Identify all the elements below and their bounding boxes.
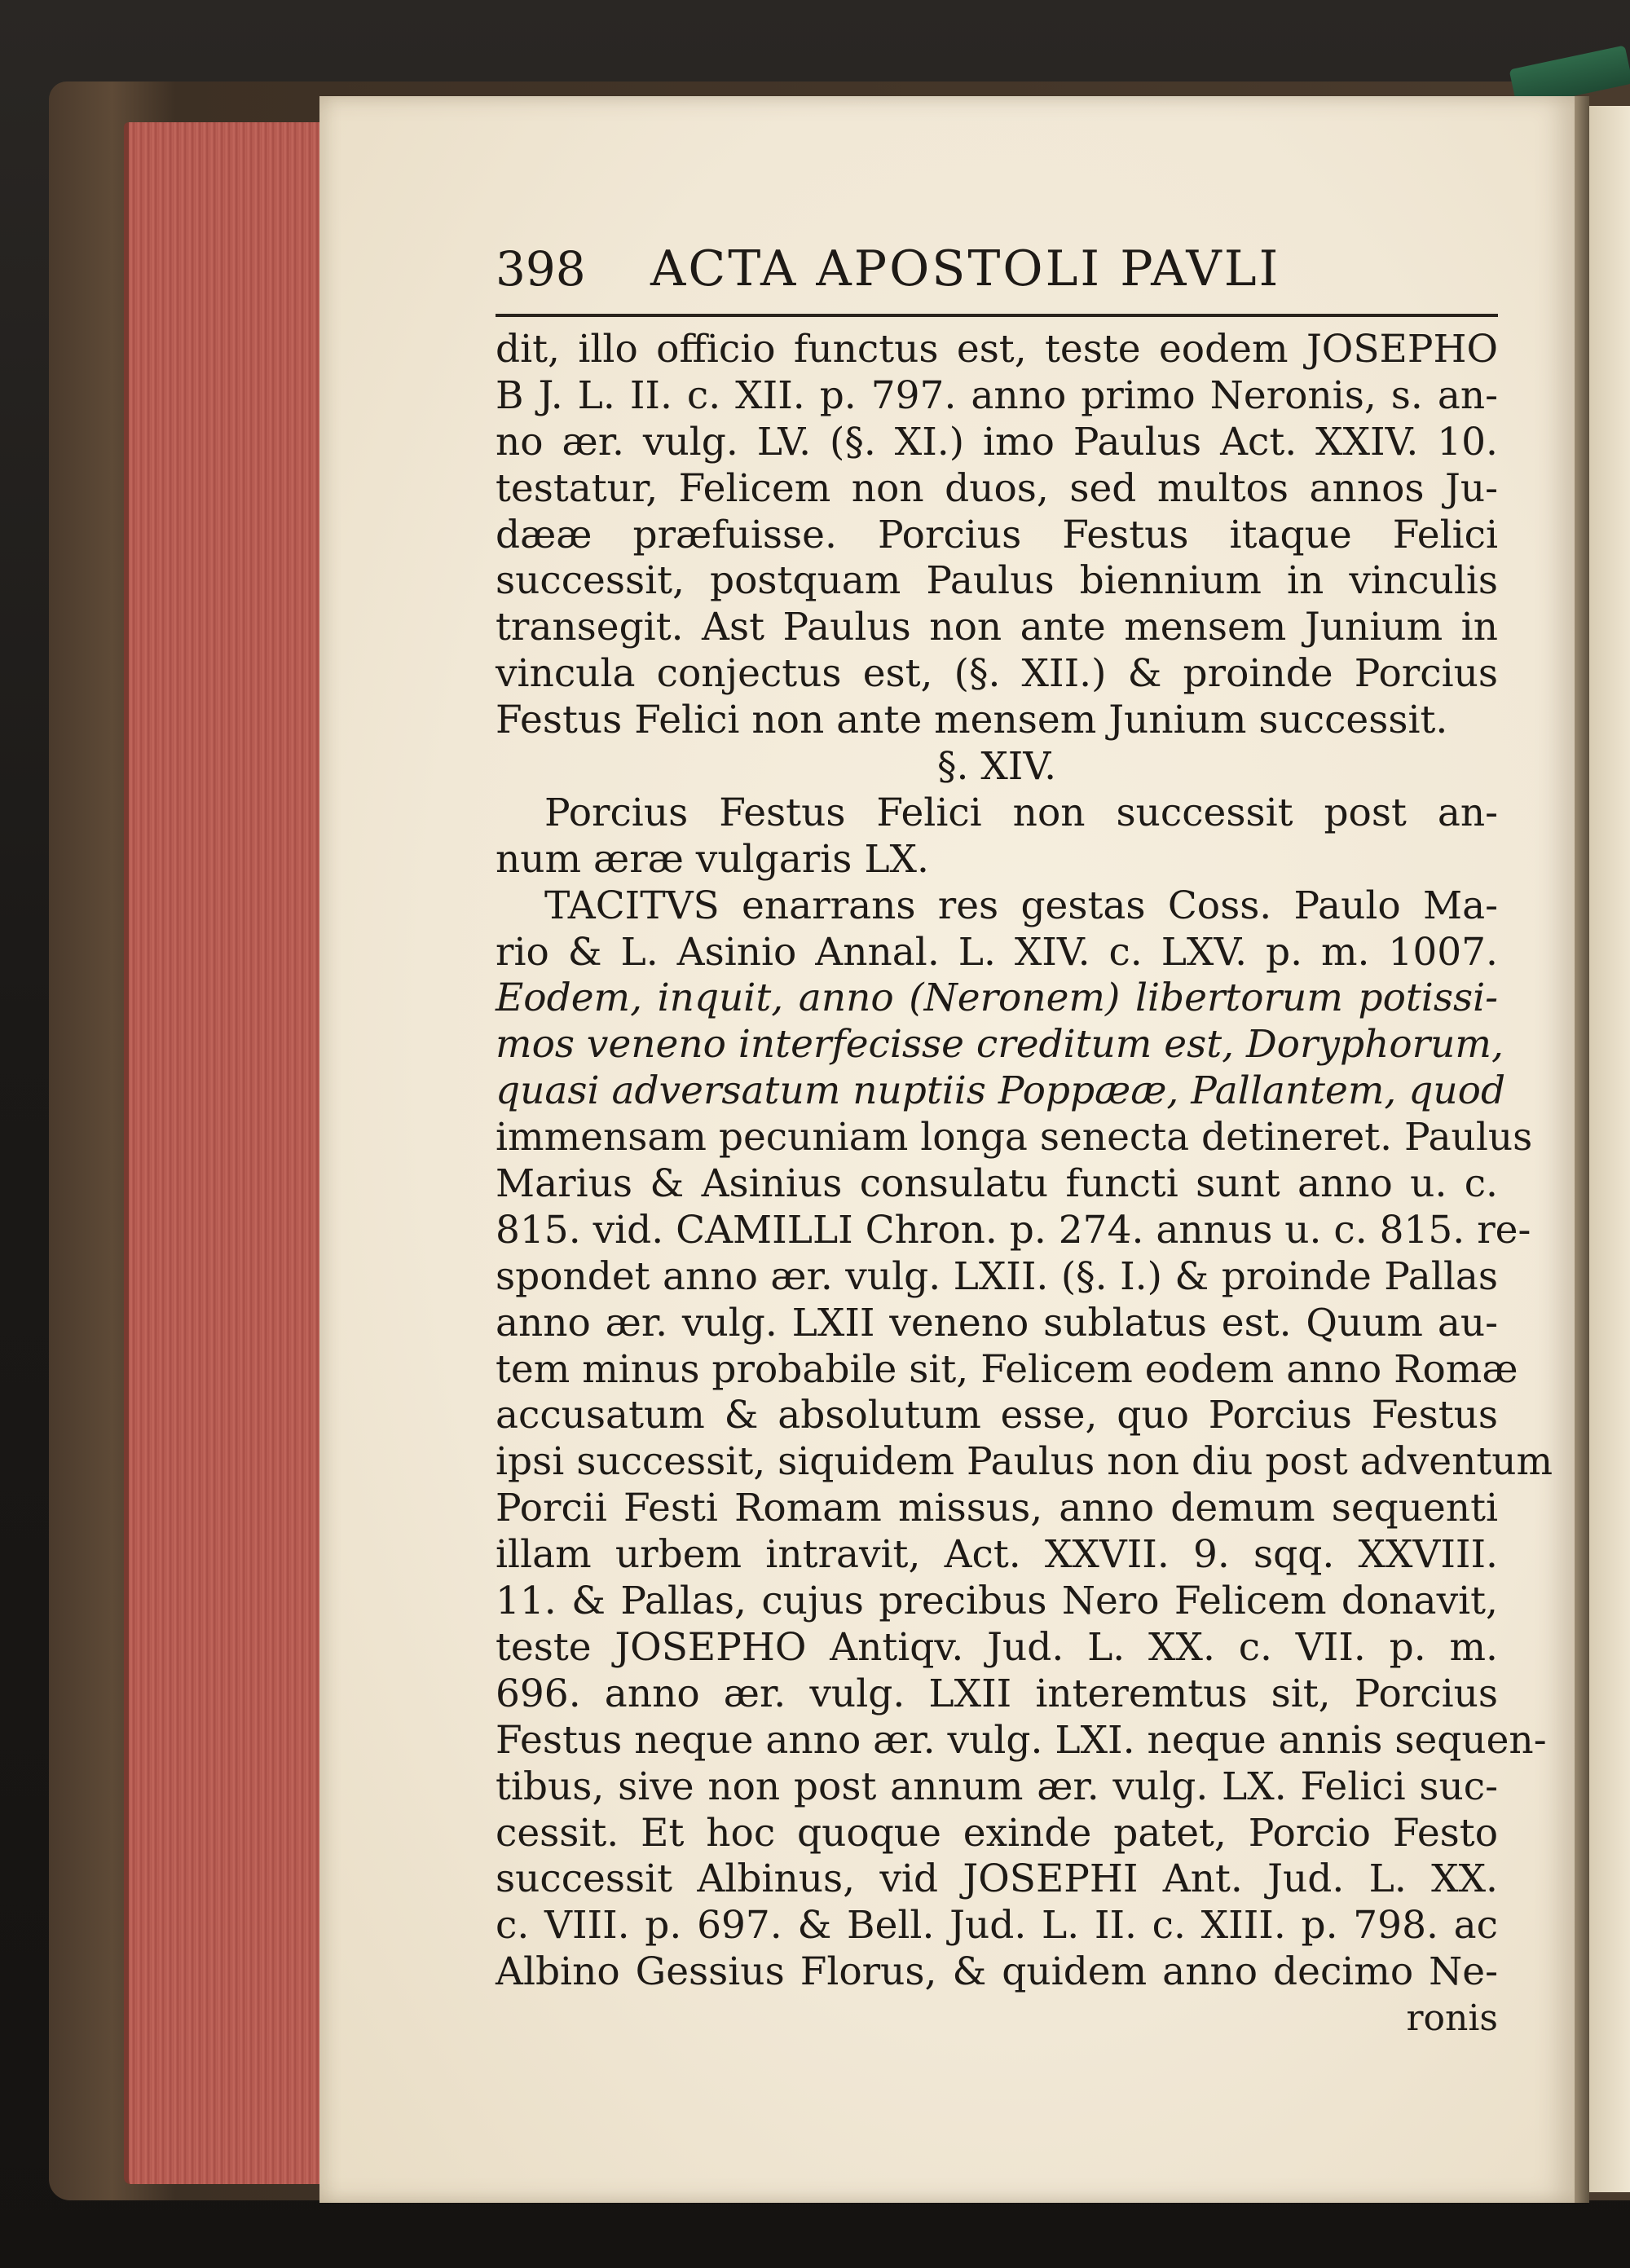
- text-line: teste JOSEPHO Antiqv. Jud. L. XX. c. VII. p. m.: [496, 1624, 1498, 1670]
- text-line: illam urbem intravit, Act. XXVII. 9. sqq. XXVIII.: [496, 1532, 1498, 1578]
- text-line: ipsi successit, siquidem Paulus non diu post adventum: [496, 1439, 1553, 1485]
- text-line: TACITVS enarrans res gestas Coss. Paulo Ma-: [544, 883, 1498, 928]
- section-summary-line: Porcius Festus Felici non successit post an-: [544, 790, 1498, 835]
- text-line: spondet anno ær. vulg. LXII. (§. I.) & proinde Pallas: [496, 1253, 1498, 1299]
- text-line: successit Albinus, vid JOSEPHI Ant. Jud. L. XX.: [496, 1856, 1498, 1902]
- text-line: dææ præfuisse. Porcius Festus itaque Felici: [496, 512, 1498, 557]
- text-line: rio & L. Asinio Annal. L. XIV. c. LXV. p. m. 1007.: [496, 929, 1498, 975]
- text-line: B J. L. II. c. XII. p. 797. anno primo Neronis, s. an-: [496, 372, 1498, 418]
- page-gutter: [1575, 96, 1589, 2203]
- quote-line: quasi adversatum nuptiis Poppææ, Pallantem, quod: [496, 1068, 1506, 1114]
- text-line: vincula conjectus est, (§. XII.) & proinde Porcius: [496, 651, 1498, 697]
- text-line: transegit. Ast Paulus non ante mensem Junium in: [496, 605, 1498, 650]
- text-line: 696. anno ær. vulg. LXII interemtus sit, Porcius: [496, 1671, 1498, 1716]
- text-line: immensam pecuniam longa senecta detineret. Paulus: [496, 1115, 1533, 1160]
- text-line: Festus neque anno ær. vulg. LXI. neque annis sequen-: [496, 1717, 1547, 1763]
- text-line: anno ær. vulg. LXII veneno sublatus est. Quum au-: [496, 1300, 1498, 1345]
- text-line: successit, postquam Paulus biennium in vinculis: [496, 558, 1498, 604]
- text-line: Marius & Asinius consulatu functi sunt anno u. c.: [496, 1161, 1498, 1207]
- text-line: testatur, Felicem non duos, sed multos annos Ju-: [496, 465, 1498, 511]
- page-text: [496, 240, 1553, 2041]
- text-line: 815. vid. CAMILLI Chron. p. 274. annus u. c. 815. re-: [496, 1207, 1531, 1253]
- text-line: tibus, sive non post annum ær. vulg. LX. Felici suc-: [496, 1764, 1498, 1809]
- page-header: [496, 240, 1498, 317]
- quote-line: Eodem, inquit, anno (Neronem) libertorum potissi-: [496, 975, 1498, 1021]
- page-number: 398: [496, 241, 586, 297]
- text-line: tem minus probabile sit, Felicem eodem anno Romæ: [496, 1346, 1518, 1392]
- text-line: Festus Felici non ante mensem Junium successit.: [496, 698, 1448, 743]
- text-line: dit, illo officio functus est, teste eodem JOSEPHO: [496, 327, 1498, 372]
- text-line: Porcii Festi Romam missus, anno demum sequenti: [496, 1486, 1498, 1531]
- text-line: 11. & Pallas, cujus precibus Nero Felicem donavit,: [496, 1579, 1498, 1624]
- text-line: Albino Gessius Florus, & quidem anno decimo Ne-: [496, 1949, 1498, 1995]
- facing-page-edge: [1589, 106, 1630, 2192]
- section-heading: §. XIV.: [936, 744, 1057, 790]
- section-summary-line: num æræ vulgaris LX.: [496, 836, 929, 882]
- quote-line: mos veneno interfecisse creditum est, Doryphorum,: [496, 1022, 1504, 1068]
- text-line: accusatum & absolutum esse, quo Porcius Festus: [496, 1393, 1498, 1438]
- text-line: c. VIII. p. 697. & Bell. Jud. L. II. c. XIII. p. 798. ac: [496, 1903, 1498, 1949]
- catchword: ronis: [1406, 1997, 1498, 2040]
- page-block-edge: [124, 122, 324, 2184]
- text-line: cessit. Et hoc quoque exinde patet, Porcio Festo: [496, 1810, 1498, 1856]
- running-head: ACTA APOSTOLI PAVLI: [650, 240, 1281, 297]
- text-line: no ær. vulg. LV. (§. XI.) imo Paulus Act. XXIV. 10.: [496, 419, 1498, 465]
